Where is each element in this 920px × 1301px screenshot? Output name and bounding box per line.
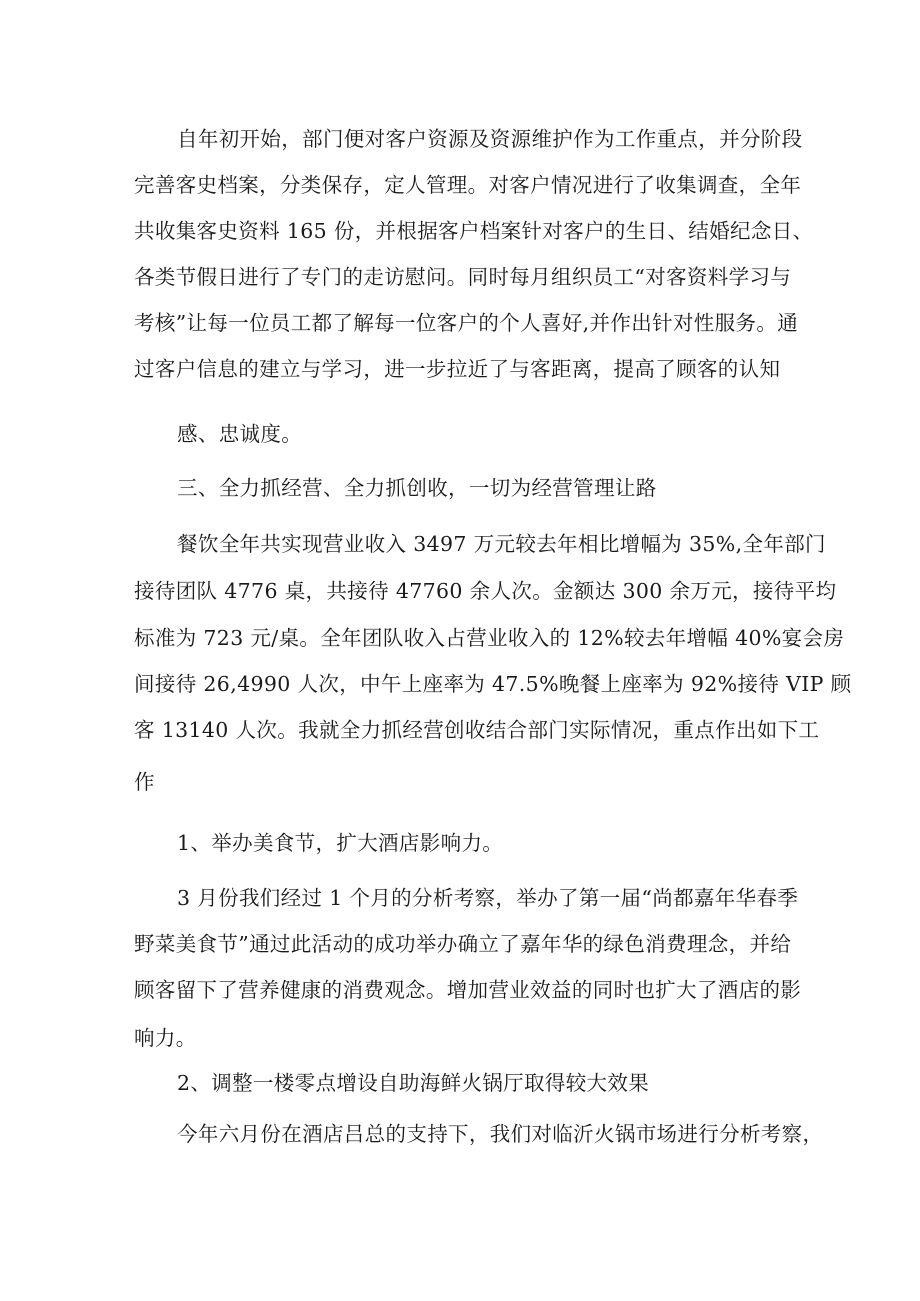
paragraph-line: 过客户信息的建立与学习，进一步拉近了与客距离，提高了顾客的认知 (134, 357, 781, 381)
subsection-heading: 1、举办美食节，扩大酒店影响力。 (177, 831, 504, 855)
paragraph-line: 共收集客史资料 165 份，并根据客户档案针对客户的生日、结婚纪念日、 (134, 219, 814, 243)
paragraph-line: 自年初开始，部门便对客户资源及资源维护作为工作重点，并分阶段 (177, 127, 803, 151)
paragraph-line: 考核”让每一位员工都了解每一位客户的个人喜好,并作出针对性服务。通 (134, 311, 799, 335)
paragraph-line: 3 月份我们经过 1 个月的分析考察，举办了第一届“尚都嘉年华春季 (177, 886, 799, 910)
paragraph-line: 今年六月份在酒店吕总的支持下，我们对临沂火锅市场进行分析考察， (177, 1122, 824, 1146)
paragraph-line: 响力。 (134, 1026, 197, 1050)
paragraph-line: 各类节假日进行了专门的走访慰问。同时每月组织员工“对客资料学习与 (134, 265, 792, 289)
paragraph-line: 客 13140 人次。我就全力抓经营创收结合部门实际情况，重点作出如下工 (134, 718, 820, 742)
section-heading: 三、全力抓经营、全力抓创收，一切为经营管理让路 (177, 476, 657, 500)
paragraph-line: 间接待 26,4990 人次，中午上座率为 47.5%晚餐上座率为 92%接待 VIP 顾 (134, 672, 852, 696)
subsection-heading: 2、调整一楼零点增设自助海鲜火锅厅取得较大效果 (177, 1071, 650, 1095)
paragraph-line: 野菜美食节”通过此活动的成功举办确立了嘉年华的绿色消费理念，并给 (134, 932, 792, 956)
paragraph-line: 餐饮全年共实现营业收入 3497 万元较去年相比增幅为 35%,全年部门 (177, 532, 826, 556)
paragraph-line: 接待团队 4776 桌，共接待 47760 余人次。金额达 300 余万元，接待平均 (134, 579, 837, 603)
paragraph-line: 感、忠诚度。 (177, 422, 303, 446)
paragraph-line: 顾客留下了营养健康的消费观念。增加营业效益的同时也扩大了酒店的影 (134, 978, 802, 1002)
paragraph-line: 标准为 723 元/桌。全年团队收入占营业收入的 12%较去年增幅 40%宴会房 (134, 626, 845, 650)
paragraph-line: 完善客史档案，分类保存，定人管理。对客户情况进行了收集调查，全年 (134, 173, 802, 197)
paragraph-line: 作 (134, 770, 155, 794)
